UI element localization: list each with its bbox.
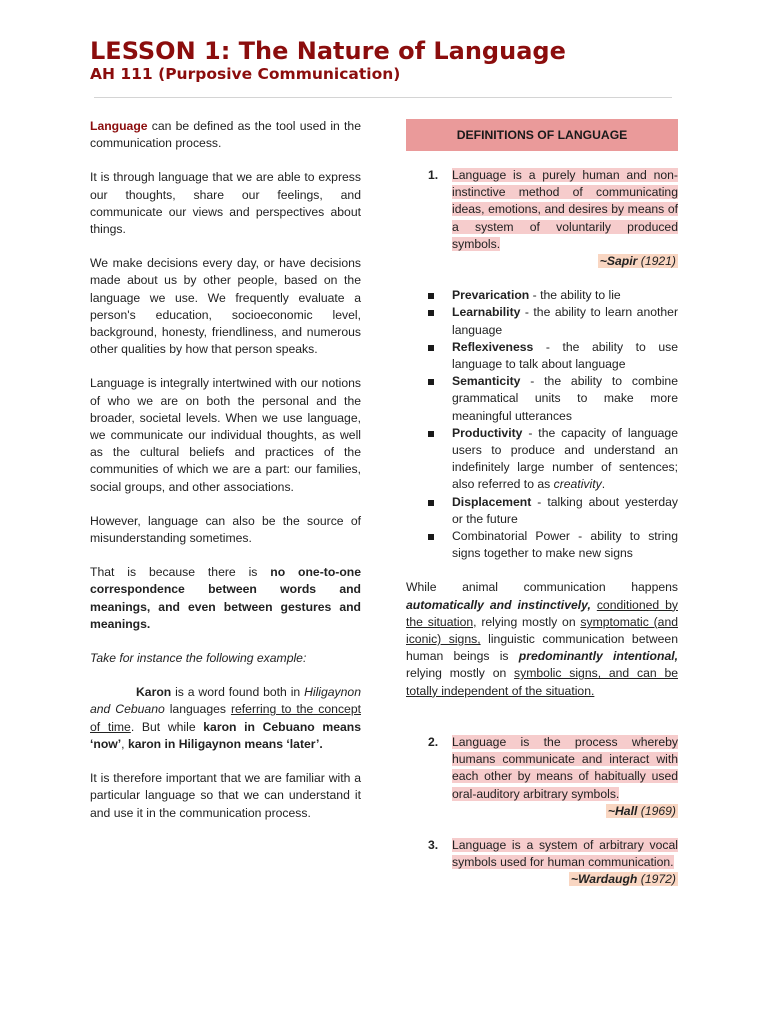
definition-body xyxy=(452,734,678,820)
definition-body xyxy=(452,167,678,270)
author: ~Hall xyxy=(607,803,638,818)
attribution-label xyxy=(569,872,678,886)
desc: - the ability to combine grammatical units to make more meaningful utterances xyxy=(452,374,678,423)
definition-body xyxy=(452,837,678,889)
year: (1969) xyxy=(637,803,676,818)
bullet-icon xyxy=(406,287,452,304)
definition-text: Language is a system of arbitrary vocal symbols used for human communication. xyxy=(452,837,678,870)
list-item xyxy=(406,304,678,338)
bullet-icon xyxy=(406,373,452,425)
right-column xyxy=(406,119,678,889)
definition-number: 3. xyxy=(428,837,439,852)
term: Displacement xyxy=(452,494,532,509)
list-item-text xyxy=(452,339,678,373)
properties-list xyxy=(406,287,678,562)
underlined-text: symptomatic (and iconic) signs, xyxy=(406,614,678,647)
text: That is because there is xyxy=(90,565,271,580)
list-item xyxy=(406,339,678,373)
page-title: LESSON 1: The Nature of Language xyxy=(90,37,566,65)
underlined-text: conditioned by the situation, xyxy=(406,597,678,629)
attribution xyxy=(452,253,678,270)
definition-2 xyxy=(428,734,678,820)
bold-italic-text: predominantly intentional, xyxy=(518,649,678,664)
term-language: Language xyxy=(90,119,148,133)
definition-text: Language is a purely human and non-instinctive method of communicating ideas, emotions, and desires by means of a system of voluntarily produced symbols. xyxy=(452,168,678,251)
text: languages xyxy=(164,702,231,717)
underlined-text: referring to the concept of time xyxy=(90,702,361,734)
attribution xyxy=(452,803,678,820)
list-item-text xyxy=(452,304,678,338)
bold-text: karon in Cebuano means ‘now’ xyxy=(90,719,361,751)
term: Reflexiveness xyxy=(452,339,534,354)
definition-number: 1. xyxy=(428,168,439,182)
bullet-icon xyxy=(406,304,452,338)
term: Learnability xyxy=(452,305,521,320)
paragraph-karon xyxy=(90,684,361,753)
left-column xyxy=(90,118,361,839)
paragraph-identity: Language is integrally intertwined with our notions of who we are on both the personal and the broader, societal levels. When we use language, we communicate our individual thoughts, as well as the cultural beliefs and practices of the communities of which we are a part: our families, social groups, and other associations. xyxy=(90,376,361,494)
bold-italic-text: automatically and instinctively, xyxy=(406,597,591,612)
bullet-icon xyxy=(406,425,452,494)
author: ~Sapir xyxy=(599,254,638,269)
text: , xyxy=(121,736,128,751)
italic-text: creativity xyxy=(553,477,602,492)
bold-text: no one-to-one correspondence between words and meanings, and even between gestures and meanings. xyxy=(90,565,361,631)
paragraph-animal-communication xyxy=(406,579,678,699)
list-item xyxy=(406,373,678,425)
term: Productivity xyxy=(452,425,523,440)
definition-number: 2. xyxy=(428,734,439,749)
list-item xyxy=(406,287,678,304)
italic-text: Hiligaynon and Cebuano xyxy=(90,685,361,717)
desc: - the ability to lie xyxy=(529,288,621,303)
year: (1972) xyxy=(637,872,676,887)
text: . xyxy=(601,477,606,492)
paragraph-definition xyxy=(90,118,361,152)
paragraph-example-intro xyxy=(90,650,361,667)
underlined-text: symbolic signs, and can be totally independent of the situation. xyxy=(406,666,678,698)
list-item-text xyxy=(452,528,678,562)
text: linguistic communication between human beings is xyxy=(406,632,678,664)
italic-text: Take for instance the following example: xyxy=(90,651,307,666)
text: relying mostly on xyxy=(476,614,581,629)
paragraph-misunderstanding: However, language can also be the source of misunderstanding sometimes. xyxy=(90,513,361,546)
text: . But while xyxy=(130,719,204,734)
desc: - the ability to use language to talk about language xyxy=(452,339,678,372)
page-subtitle: AH 111 (Purposive Communication) xyxy=(90,65,401,83)
bullet-icon xyxy=(406,494,452,528)
list-item-text xyxy=(452,287,678,304)
desc: - the capacity of language users to produce and understand an indefinitely large number of sentences; also referred to as xyxy=(452,425,678,492)
text: relying mostly on xyxy=(406,666,515,681)
desc: - the ability to learn another language xyxy=(452,305,678,337)
attribution-label xyxy=(606,804,678,818)
list-item xyxy=(406,494,678,528)
definition-1 xyxy=(428,167,678,270)
attribution xyxy=(452,871,678,888)
list-item xyxy=(406,425,678,494)
list-item-text xyxy=(452,425,678,494)
author: ~Wardaugh xyxy=(570,872,638,887)
definition-3 xyxy=(428,837,678,889)
bullet-icon xyxy=(406,339,452,373)
term: Semanticity xyxy=(452,374,521,389)
term: Prevarication xyxy=(452,288,530,303)
paragraph-expression: It is through language that we are able to express our thoughts, share our feelings, and communicate our views and perspectives about things. xyxy=(90,170,361,237)
list-item xyxy=(406,528,678,562)
desc: Combinatorial Power - ability to string signs together to make new signs xyxy=(452,529,678,561)
attribution-label xyxy=(598,254,678,268)
bold-text: karon in Hiligaynon means ‘later’. xyxy=(127,736,323,751)
paragraph-conclusion: It is therefore important that we are familiar with a particular language so that we can understand it and use it in the communication process. xyxy=(90,771,361,820)
term-karon: Karon xyxy=(136,685,172,700)
text: can be defined as the tool used in the communication process. xyxy=(90,119,361,151)
text: is a word found both in xyxy=(171,685,305,700)
text: While animal communication happens xyxy=(406,580,678,595)
desc: - talking about yesterday or the future xyxy=(452,494,678,526)
paragraph-decisions: We make decisions every day, or have decisions made about us by other people, based on the language we use. We frequently evaluate a person's education, socioeconomic level, background, honesty, friendliness, and numerous other qualities by how that person speaks. xyxy=(90,256,361,357)
bullet-icon xyxy=(406,528,452,562)
list-item-text xyxy=(452,373,678,425)
list-item-text xyxy=(452,494,678,528)
definitions-header: DEFINITIONS OF LANGUAGE xyxy=(406,119,678,151)
header-divider xyxy=(94,97,672,98)
definition-text: Language is the process whereby humans communicate and interact with each other by means of habitually used oral-auditory arbitrary symbols. xyxy=(452,734,678,801)
year: (1921) xyxy=(637,254,676,269)
paragraph-correspondence xyxy=(90,564,361,633)
